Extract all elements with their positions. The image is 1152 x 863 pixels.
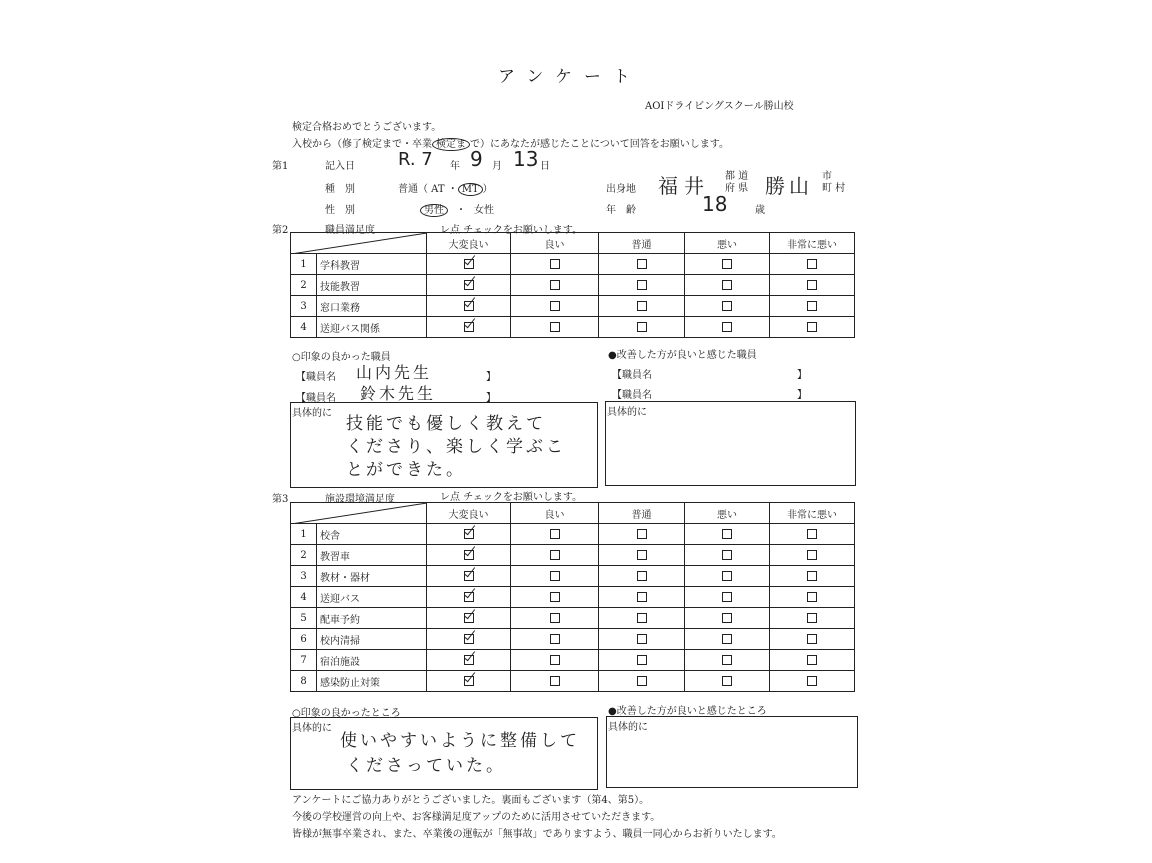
date-era: R. 7 xyxy=(398,149,433,170)
checkbox[interactable] xyxy=(550,571,560,581)
intro-line2-post: で）にあなたが感じたことについて回答をお願いします。 xyxy=(470,139,729,150)
table-row xyxy=(291,650,855,671)
checkbox[interactable] xyxy=(807,592,817,602)
type-mt-circled: MT xyxy=(458,183,483,196)
staff-name-close: 】 xyxy=(797,390,807,401)
row-number: 3 xyxy=(291,566,317,587)
date-day: 13 xyxy=(513,147,539,171)
checkbox[interactable] xyxy=(637,676,647,686)
footer-line1: アンケートにご協力ありがとうございました。裏面もございます（第4、第5）。 xyxy=(292,795,650,806)
detail-label: 具体的に xyxy=(608,722,648,733)
checkbox[interactable] xyxy=(550,322,560,332)
checkbox[interactable] xyxy=(807,280,817,290)
good-staff-name-2: 鈴木先生 xyxy=(360,384,437,403)
col-header: 大変良い xyxy=(427,233,511,254)
checkbox-checked[interactable] xyxy=(464,655,474,665)
section3-instruction: レ点 チェックをお願いします。 xyxy=(440,492,583,503)
gender-label: 性 別 xyxy=(325,205,355,216)
table-row xyxy=(291,317,855,338)
checkbox[interactable] xyxy=(722,301,732,311)
footer-line3: 皆様が無事卒業され、また、卒業後の運転が「無事故」でありますよう、職員一同心からお祈りいたします。 xyxy=(292,829,782,840)
row-label: 校内清掃 xyxy=(317,629,427,650)
intro-line2 xyxy=(292,135,729,150)
survey-title: アンケート xyxy=(498,67,642,87)
row-label: 窓口業務 xyxy=(317,296,427,317)
checkbox[interactable] xyxy=(637,301,647,311)
checkbox[interactable] xyxy=(550,592,560,602)
row-label: 感染防止対策 xyxy=(317,671,427,692)
staff-name-close: 】 xyxy=(486,393,496,404)
date-label: 記入日 xyxy=(325,161,355,172)
gender-value xyxy=(420,201,494,216)
checkbox[interactable] xyxy=(637,280,647,290)
checkbox[interactable] xyxy=(722,529,732,539)
checkbox[interactable] xyxy=(637,529,647,539)
checkbox[interactable] xyxy=(807,322,817,332)
checkbox[interactable] xyxy=(550,301,560,311)
section2-title: 職員満足度 xyxy=(325,225,375,236)
checkbox[interactable] xyxy=(722,676,732,686)
checkbox[interactable] xyxy=(550,259,560,269)
checkbox[interactable] xyxy=(722,259,732,269)
section3-label: 第3 xyxy=(272,494,289,505)
school-name: AOIドライビングスクール勝山校 xyxy=(645,101,794,112)
checkbox-checked[interactable] xyxy=(464,613,474,623)
checkbox-checked[interactable] xyxy=(464,550,474,560)
checkbox[interactable] xyxy=(722,634,732,644)
row-number: 4 xyxy=(291,587,317,608)
staff-name-label: 【職員名 xyxy=(296,372,336,383)
staff-name-close: 】 xyxy=(797,370,807,381)
good-staff-comment-line3: とができた。 xyxy=(346,460,466,480)
checkbox[interactable] xyxy=(637,592,647,602)
checkbox-checked[interactable] xyxy=(464,259,474,269)
good-staff-title: ○印象の良かった職員 xyxy=(292,352,391,363)
staff-name-close: 】 xyxy=(486,372,496,383)
checkbox[interactable] xyxy=(550,613,560,623)
header-diagonal-line xyxy=(291,233,427,254)
checkbox-checked[interactable] xyxy=(464,592,474,602)
checkbox[interactable] xyxy=(722,550,732,560)
row-label: 宿泊施設 xyxy=(317,650,427,671)
row-label: 送迎バス関係 xyxy=(317,317,427,338)
gender-male-circled: 男性 xyxy=(420,204,448,217)
checkbox[interactable] xyxy=(807,259,817,269)
staff-rating-table xyxy=(290,232,855,338)
col-header: 普通 xyxy=(599,503,685,524)
month-unit: 月 xyxy=(492,161,502,172)
age-value: 18 xyxy=(702,192,728,216)
row-number: 8 xyxy=(291,671,317,692)
section2-label: 第2 xyxy=(272,225,289,236)
checkbox[interactable] xyxy=(807,529,817,539)
good-staff-comment-line1: 技能でも優しく教えて xyxy=(346,414,546,434)
checkbox[interactable] xyxy=(807,676,817,686)
checkbox[interactable] xyxy=(637,259,647,269)
section3-title: 施設環境満足度 xyxy=(325,494,395,505)
good-staff-name-1: 山内先生 xyxy=(356,363,433,382)
table-row xyxy=(291,296,855,317)
footer-line2: 今後の学校運営の向上や、お客様満足度アップのために活用させていただきます。 xyxy=(292,812,661,823)
col-header: 良い xyxy=(511,503,599,524)
checkbox[interactable] xyxy=(722,280,732,290)
checkbox[interactable] xyxy=(807,655,817,665)
good-staff-comment-line2: くださり、楽しく学ぶこ xyxy=(346,437,566,457)
row-label: 校舎 xyxy=(317,524,427,545)
table-header-row xyxy=(291,233,855,254)
type-value-pre: 普通（ AT ・ xyxy=(398,184,458,195)
prefecture-units: 都 道 府 県 xyxy=(725,171,749,194)
table-row xyxy=(291,566,855,587)
checkbox[interactable] xyxy=(722,571,732,581)
checkbox[interactable] xyxy=(722,613,732,623)
checkbox[interactable] xyxy=(807,550,817,560)
table-row xyxy=(291,254,855,275)
detail-label: 具体的に xyxy=(292,723,332,734)
checkbox-checked[interactable] xyxy=(464,634,474,644)
good-facility-comment-line1: 使いやすいように整備して xyxy=(340,731,580,751)
table-row xyxy=(291,608,855,629)
intro-circled-text: 検定ま xyxy=(432,138,470,151)
row-number: 1 xyxy=(291,254,317,275)
age-label: 年 齢 xyxy=(606,205,636,216)
type-value xyxy=(398,180,493,195)
row-label: 教材・器材 xyxy=(317,566,427,587)
checkbox[interactable] xyxy=(550,280,560,290)
checkbox-checked[interactable] xyxy=(464,571,474,581)
date-month: 9 xyxy=(470,147,483,171)
table-row xyxy=(291,671,855,692)
checkbox[interactable] xyxy=(637,571,647,581)
origin-prefecture: 福井 xyxy=(658,174,710,198)
col-header: 大変良い xyxy=(427,503,511,524)
table-row xyxy=(291,587,855,608)
origin-city: 勝山 xyxy=(765,174,813,198)
row-number: 5 xyxy=(291,608,317,629)
checkbox[interactable] xyxy=(550,676,560,686)
checkbox[interactable] xyxy=(550,529,560,539)
col-header: 悪い xyxy=(685,233,770,254)
type-value-post: ） xyxy=(482,184,493,195)
checkbox[interactable] xyxy=(637,322,647,332)
checkbox[interactable] xyxy=(637,634,647,644)
section2-instruction: レ点 チェックをお願いします。 xyxy=(440,225,583,236)
row-number: 7 xyxy=(291,650,317,671)
day-unit: 日 xyxy=(540,161,550,172)
good-facility-comment-line2: くださっていた。 xyxy=(346,756,506,776)
improve-staff-title: ●改善した方が良いと感じた職員 xyxy=(608,350,757,361)
year-unit: 年 xyxy=(450,161,460,172)
col-header: 非常に悪い xyxy=(770,503,855,524)
row-label: 学科教習 xyxy=(317,254,427,275)
header-diagonal-line xyxy=(291,503,427,524)
staff-name-label: 【職員名 xyxy=(296,393,336,404)
row-label: 技能教習 xyxy=(317,275,427,296)
section1-label: 第1 xyxy=(272,161,289,172)
checkbox[interactable] xyxy=(550,550,560,560)
checkbox-checked[interactable] xyxy=(464,529,474,539)
row-number: 2 xyxy=(291,275,317,296)
header-blank-cell xyxy=(291,233,427,254)
row-number: 2 xyxy=(291,545,317,566)
gender-separator: ・ xyxy=(456,205,466,216)
table-row xyxy=(291,524,855,545)
header-blank-cell xyxy=(291,503,427,524)
improve-facility-title: ●改善した方が良いと感じたところ xyxy=(608,706,767,717)
col-header: 悪い xyxy=(685,503,770,524)
checkbox[interactable] xyxy=(722,592,732,602)
gender-female: 女性 xyxy=(474,205,494,216)
col-header: 普通 xyxy=(599,233,685,254)
checkbox[interactable] xyxy=(807,301,817,311)
improve-staff-name-label: 【職員名 xyxy=(612,370,652,381)
checkbox[interactable] xyxy=(550,634,560,644)
checkbox[interactable] xyxy=(637,550,647,560)
table-row xyxy=(291,629,855,650)
checkbox[interactable] xyxy=(807,634,817,644)
col-header: 良い xyxy=(511,233,599,254)
checkbox[interactable] xyxy=(807,613,817,623)
table-header-row xyxy=(291,503,855,524)
good-facility-title: ○印象の良かったところ xyxy=(292,708,401,719)
table-row xyxy=(291,275,855,296)
row-number: 3 xyxy=(291,296,317,317)
row-number: 6 xyxy=(291,629,317,650)
checkbox[interactable] xyxy=(637,613,647,623)
table-row xyxy=(291,545,855,566)
checkbox-checked[interactable] xyxy=(464,676,474,686)
row-number: 1 xyxy=(291,524,317,545)
intro-line1: 検定合格おめでとうございます。 xyxy=(292,122,442,133)
origin-label: 出身地 xyxy=(606,184,636,195)
checkbox-checked[interactable] xyxy=(464,280,474,290)
checkbox-checked[interactable] xyxy=(464,322,474,332)
facility-rating-table xyxy=(290,502,855,692)
checkbox[interactable] xyxy=(550,655,560,665)
checkbox-checked[interactable] xyxy=(464,301,474,311)
row-label: 送迎バス xyxy=(317,587,427,608)
city-units: 市 町 村 xyxy=(822,171,846,194)
type-label: 種 別 xyxy=(325,184,355,195)
checkbox[interactable] xyxy=(722,655,732,665)
checkbox[interactable] xyxy=(807,571,817,581)
row-label: 教習車 xyxy=(317,545,427,566)
intro-line2-pre: 入校から（修了検定まで・卒業 xyxy=(292,139,432,150)
detail-label: 具体的に xyxy=(292,408,332,419)
checkbox[interactable] xyxy=(722,322,732,332)
row-label: 配車予約 xyxy=(317,608,427,629)
improve-staff-name-label: 【職員名 xyxy=(612,390,652,401)
detail-label: 具体的に xyxy=(607,407,647,418)
checkbox[interactable] xyxy=(637,655,647,665)
col-header: 非常に悪い xyxy=(770,233,855,254)
age-unit: 歳 xyxy=(755,205,765,216)
row-number: 4 xyxy=(291,317,317,338)
